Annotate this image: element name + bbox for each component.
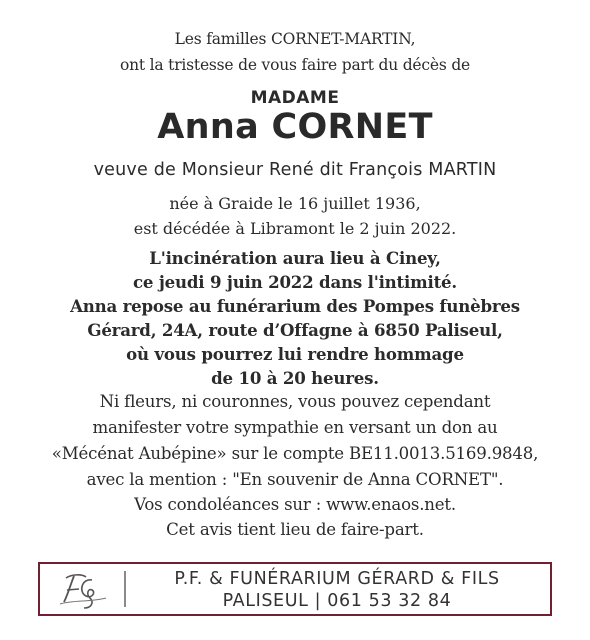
death-line: est décédée à Libramont le 2 juin 2022.	[133, 219, 457, 238]
info-line: Vos condoléances sur : www.enaos.net.	[134, 495, 456, 514]
spouse-line: veuve de Monsieur René dit François MARTIN	[93, 160, 497, 180]
ceremony-line: L'incinération aura lieu à Ciney,	[149, 248, 441, 268]
info-line: «Mécénat Aubépine» sur le compte BE11.0013.5169.9848,	[51, 444, 539, 463]
deceased-title: MADAME	[250, 88, 340, 108]
banner-divider	[124, 571, 126, 607]
intro-line-1: Les familles CORNET-MARTIN,	[174, 30, 416, 48]
info-line: manifester votre sympathie en versant un don au	[92, 418, 498, 437]
funeral-home-contact: PALISEUL | 061 53 32 84	[222, 591, 452, 611]
deceased-name: Anna CORNET	[157, 107, 433, 147]
birth-line: née à Graide le 16 juillet 1936,	[169, 194, 421, 213]
funeral-home-name: P.F. & FUNÉRARIUM GÉRARD & FILS	[174, 569, 500, 589]
intro-line-2: ont la tristesse de vous faire part du décès de	[119, 56, 471, 74]
info-line: Cet avis tient lieu de faire-part.	[166, 520, 424, 539]
ceremony-line: ce jeudi 9 juin 2022 dans l'intimité.	[133, 272, 457, 292]
info-line: Ni fleurs, ni couronnes, vous pouvez cependant	[99, 392, 491, 411]
gerard-fils-monogram-logo	[52, 568, 118, 610]
ceremony-line: Anna repose au funérarium des Pompes funèbres	[70, 296, 520, 316]
info-line: avec la mention : "En souvenir de Anna CORNET".	[86, 470, 504, 489]
ceremony-line: de 10 à 20 heures.	[211, 368, 379, 388]
ceremony-line: où vous pourrez lui rendre hommage	[126, 344, 464, 364]
funeral-home-banner	[38, 562, 552, 616]
ceremony-line: Gérard, 24A, route d’Offagne à 6850 Paliseul,	[87, 320, 503, 340]
